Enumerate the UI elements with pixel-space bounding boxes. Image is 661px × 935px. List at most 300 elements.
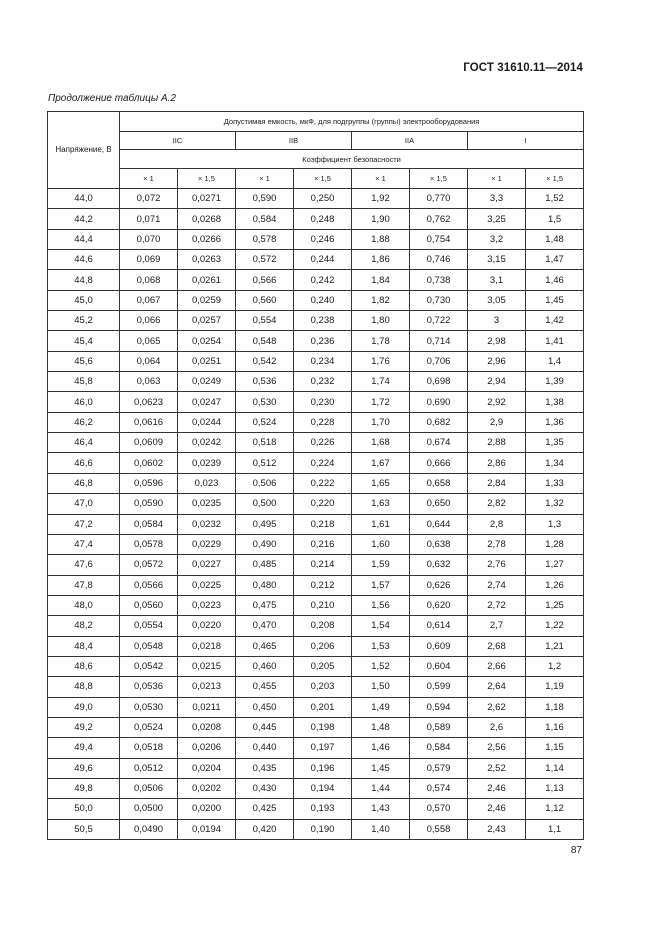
- group-header-iia: IIA: [352, 132, 468, 150]
- voltage-cell: 50,5: [48, 819, 120, 839]
- table-row: [48, 189, 584, 209]
- capacitance-cell: 1,82: [352, 290, 410, 310]
- capacitance-cell: 1,36: [526, 412, 584, 432]
- capacitance-cell: 0,0232: [178, 514, 236, 534]
- table-row: [48, 656, 584, 676]
- table-row: [48, 473, 584, 493]
- capacitance-cell: 0,0211: [178, 697, 236, 717]
- capacitance-cell: 0,0257: [178, 311, 236, 331]
- capacitance-cell: 0,206: [294, 636, 352, 656]
- voltage-cell: 48,0: [48, 595, 120, 615]
- voltage-column-header: Напряжение, В: [48, 112, 120, 189]
- capacitance-cell: 1,45: [526, 290, 584, 310]
- capacitance-cell: 0,604: [410, 656, 468, 676]
- table-row: [48, 290, 584, 310]
- capacitance-cell: 1,53: [352, 636, 410, 656]
- capacitance-cell: 0,0271: [178, 189, 236, 209]
- table-row: [48, 372, 584, 392]
- table-row: [48, 351, 584, 371]
- capacitance-cell: 0,0623: [120, 392, 178, 412]
- voltage-cell: 45,2: [48, 311, 120, 331]
- capacitance-cell: 0,0530: [120, 697, 178, 717]
- capacitance-cell: 0,0223: [178, 595, 236, 615]
- table-row: [48, 433, 584, 453]
- capacitance-cell: 1,68: [352, 433, 410, 453]
- multiplier-header: × 1: [236, 169, 294, 189]
- capacitance-cell: 0,485: [236, 555, 294, 575]
- capacitance-cell: 0,530: [236, 392, 294, 412]
- capacitance-cell: 1,47: [526, 250, 584, 270]
- table-row: [48, 270, 584, 290]
- voltage-cell: 44,4: [48, 229, 120, 249]
- capacitance-cell: 1,70: [352, 412, 410, 432]
- capacitance-cell: 0,620: [410, 595, 468, 615]
- capacitance-cell: 0,518: [236, 433, 294, 453]
- capacitance-cell: 0,208: [294, 616, 352, 636]
- capacitance-cell: 0,542: [236, 351, 294, 371]
- capacitance-cell: 0,201: [294, 697, 352, 717]
- capacitance-cell: 1,84: [352, 270, 410, 290]
- capacitance-cell: 1,54: [352, 616, 410, 636]
- capacitance-cell: 0,0259: [178, 290, 236, 310]
- multiplier-header: × 1,5: [410, 169, 468, 189]
- capacitance-cell: 0,0229: [178, 534, 236, 554]
- capacitance-cell: 1,35: [526, 433, 584, 453]
- capacitance-cell: 0,0490: [120, 819, 178, 839]
- capacitance-cell: 1,33: [526, 473, 584, 493]
- capacitance-cell: 0,0200: [178, 799, 236, 819]
- capacitance-cell: 0,0596: [120, 473, 178, 493]
- capacitance-cell: 0,548: [236, 331, 294, 351]
- capacitance-cell: 1,1: [526, 819, 584, 839]
- capacitance-cell: 0,0213: [178, 677, 236, 697]
- capacitance-cell: 1,42: [526, 311, 584, 331]
- table-row: [48, 494, 584, 514]
- voltage-cell: 47,6: [48, 555, 120, 575]
- capacitance-cell: 1,41: [526, 331, 584, 351]
- capacitance-cell: 1,67: [352, 453, 410, 473]
- capacitance-cell: 1,78: [352, 331, 410, 351]
- capacitance-cell: 3,05: [468, 290, 526, 310]
- capacitance-cell: 0,658: [410, 473, 468, 493]
- capacitance-cell: 0,0220: [178, 616, 236, 636]
- group-header-iic: IIC: [120, 132, 236, 150]
- capacitance-cell: 1,45: [352, 758, 410, 778]
- capacitance-cell: 0,067: [120, 290, 178, 310]
- capacitance-cell: 0,0202: [178, 778, 236, 798]
- capacitance-cell: 0,594: [410, 697, 468, 717]
- document-code: ГОСТ 31610.11—2014: [463, 62, 583, 74]
- capacitance-cell: 0,470: [236, 616, 294, 636]
- capacitance-cell: 0,536: [236, 372, 294, 392]
- capacitance-cell: 1,57: [352, 575, 410, 595]
- capacitance-cell: 2,6: [468, 717, 526, 737]
- capacitance-cell: 1,44: [352, 778, 410, 798]
- capacitance-cell: 1,40: [352, 819, 410, 839]
- capacitance-cell: 0,0251: [178, 351, 236, 371]
- table-row: [48, 636, 584, 656]
- capacitance-cell: 0,626: [410, 575, 468, 595]
- capacitance-cell: 0,0227: [178, 555, 236, 575]
- capacitance-cell: 1,28: [526, 534, 584, 554]
- capacitance-cell: 1,16: [526, 717, 584, 737]
- capacitance-cell: 0,214: [294, 555, 352, 575]
- capacitance-cell: 2,9: [468, 412, 526, 432]
- capacitance-cell: 0,216: [294, 534, 352, 554]
- capacitance-cell: 0,746: [410, 250, 468, 270]
- capacitance-cell: 0,480: [236, 575, 294, 595]
- capacitance-cell: 0,0584: [120, 514, 178, 534]
- capacitance-cell: 3: [468, 311, 526, 331]
- capacitance-table: [47, 111, 584, 840]
- capacitance-cell: 0,072: [120, 189, 178, 209]
- capacitance-cell: 1,50: [352, 677, 410, 697]
- voltage-cell: 49,6: [48, 758, 120, 778]
- capacitance-cell: 0,246: [294, 229, 352, 249]
- capacitance-cell: 0,0268: [178, 209, 236, 229]
- capacitance-cell: 1,15: [526, 738, 584, 758]
- capacitance-cell: 0,560: [236, 290, 294, 310]
- capacitance-cell: 1,80: [352, 311, 410, 331]
- capacitance-cell: 0,589: [410, 717, 468, 737]
- capacitance-cell: 0,650: [410, 494, 468, 514]
- table-row: [48, 738, 584, 758]
- capacitance-cell: 0,190: [294, 819, 352, 839]
- capacitance-cell: 0,445: [236, 717, 294, 737]
- capacitance-cell: 0,0512: [120, 758, 178, 778]
- capacitance-cell: 1,90: [352, 209, 410, 229]
- capacitance-cell: 0,690: [410, 392, 468, 412]
- table-row: [48, 799, 584, 819]
- capacitance-cell: 3,1: [468, 270, 526, 290]
- voltage-cell: 48,6: [48, 656, 120, 676]
- capacitance-cell: 1,56: [352, 595, 410, 615]
- capacitance-cell: 1,14: [526, 758, 584, 778]
- table-row: [48, 453, 584, 473]
- capacitance-cell: 0,0247: [178, 392, 236, 412]
- capacitance-cell: 0,232: [294, 372, 352, 392]
- capacitance-cell: 0,226: [294, 433, 352, 453]
- capacitance-cell: 0,609: [410, 636, 468, 656]
- capacitance-cell: 0,0204: [178, 758, 236, 778]
- capacitance-cell: 0,197: [294, 738, 352, 758]
- capacitance-cell: 0,0244: [178, 412, 236, 432]
- voltage-cell: 44,0: [48, 189, 120, 209]
- capacitance-cell: 1,26: [526, 575, 584, 595]
- capacitance-cell: 0,0249: [178, 372, 236, 392]
- table-row: [48, 392, 584, 412]
- capacitance-cell: 0,224: [294, 453, 352, 473]
- capacitance-cell: 1,74: [352, 372, 410, 392]
- capacitance-cell: 3,15: [468, 250, 526, 270]
- page-number: 87: [570, 845, 582, 856]
- capacitance-cell: 0,203: [294, 677, 352, 697]
- table-row: [48, 819, 584, 839]
- capacitance-cell: 0,0609: [120, 433, 178, 453]
- voltage-cell: 50,0: [48, 799, 120, 819]
- table-row: [48, 331, 584, 351]
- capacitance-cell: 0,0590: [120, 494, 178, 514]
- capacitance-cell: 0,440: [236, 738, 294, 758]
- capacitance-cell: 0,558: [410, 819, 468, 839]
- capacitance-cell: 2,92: [468, 392, 526, 412]
- capacitance-cell: 0,236: [294, 331, 352, 351]
- capacitance-cell: 1,19: [526, 677, 584, 697]
- capacitance-cell: 0,500: [236, 494, 294, 514]
- capacitance-cell: 0,248: [294, 209, 352, 229]
- capacitance-cell: 2,66: [468, 656, 526, 676]
- capacitance-cell: 0,205: [294, 656, 352, 676]
- voltage-cell: 44,2: [48, 209, 120, 229]
- capacitance-cell: 1,38: [526, 392, 584, 412]
- capacitance-cell: 1,39: [526, 372, 584, 392]
- capacitance-cell: 0,230: [294, 392, 352, 412]
- capacitance-cell: 0,722: [410, 311, 468, 331]
- capacitance-cell: 2,96: [468, 351, 526, 371]
- capacitance-cell: 0,435: [236, 758, 294, 778]
- capacitance-cell: 0,222: [294, 473, 352, 493]
- capacitance-cell: 0,614: [410, 616, 468, 636]
- capacitance-cell: 0,770: [410, 189, 468, 209]
- capacitance-cell: 0,0506: [120, 778, 178, 798]
- capacitance-cell: 0,212: [294, 575, 352, 595]
- capacitance-cell: 0,0566: [120, 575, 178, 595]
- safety-factor-header: Коэффициент безопасности: [120, 150, 584, 169]
- capacitance-cell: 0,228: [294, 412, 352, 432]
- capacitance-cell: 2,84: [468, 473, 526, 493]
- table-row: [48, 758, 584, 778]
- capacitance-cell: 1,52: [352, 656, 410, 676]
- capacitance-cell: 0,674: [410, 433, 468, 453]
- capacitance-cell: 0,762: [410, 209, 468, 229]
- table-row: [48, 555, 584, 575]
- capacitance-cell: 0,638: [410, 534, 468, 554]
- multiplier-header: × 1,5: [178, 169, 236, 189]
- capacitance-cell: 0,554: [236, 311, 294, 331]
- capacitance-cell: 1,48: [352, 717, 410, 737]
- capacitance-cell: 0,465: [236, 636, 294, 656]
- capacitance-cell: 1,59: [352, 555, 410, 575]
- table-row: [48, 311, 584, 331]
- capacitance-cell: 2,88: [468, 433, 526, 453]
- capacitance-cell: 1,2: [526, 656, 584, 676]
- voltage-cell: 44,6: [48, 250, 120, 270]
- table-caption: Продолжение таблицы А.2: [48, 93, 176, 104]
- capacitance-cell: 0,0242: [178, 433, 236, 453]
- group-header-i: I: [468, 132, 584, 150]
- capacity-header: Допустимая емкость, мкФ, для подгруппы (группы) электрооборудования: [120, 112, 584, 132]
- capacitance-cell: 0,238: [294, 311, 352, 331]
- table-row: [48, 778, 584, 798]
- capacitance-cell: 0,584: [236, 209, 294, 229]
- capacitance-cell: 0,0194: [178, 819, 236, 839]
- capacitance-cell: 2,56: [468, 738, 526, 758]
- voltage-cell: 47,2: [48, 514, 120, 534]
- capacitance-cell: 0,455: [236, 677, 294, 697]
- multiplier-header: × 1: [120, 169, 178, 189]
- capacitance-cell: 0,064: [120, 351, 178, 371]
- capacitance-cell: 0,0518: [120, 738, 178, 758]
- voltage-cell: 47,4: [48, 534, 120, 554]
- table-row: [48, 229, 584, 249]
- capacitance-cell: 0,194: [294, 778, 352, 798]
- capacitance-cell: 0,584: [410, 738, 468, 758]
- capacitance-cell: 0,475: [236, 595, 294, 615]
- voltage-cell: 49,4: [48, 738, 120, 758]
- capacitance-cell: 1,27: [526, 555, 584, 575]
- capacitance-cell: 0,682: [410, 412, 468, 432]
- capacitance-cell: 0,738: [410, 270, 468, 290]
- capacitance-cell: 0,242: [294, 270, 352, 290]
- capacitance-cell: 0,644: [410, 514, 468, 534]
- capacitance-cell: 0,0239: [178, 453, 236, 473]
- capacitance-cell: 0,490: [236, 534, 294, 554]
- capacitance-cell: 2,82: [468, 494, 526, 514]
- capacitance-cell: 0,714: [410, 331, 468, 351]
- capacitance-cell: 1,46: [352, 738, 410, 758]
- capacitance-cell: 2,46: [468, 799, 526, 819]
- capacitance-cell: 1,72: [352, 392, 410, 412]
- capacitance-cell: 0,566: [236, 270, 294, 290]
- multiplier-header: × 1,5: [526, 169, 584, 189]
- capacitance-cell: 1,49: [352, 697, 410, 717]
- capacitance-cell: 0,210: [294, 595, 352, 615]
- capacitance-cell: 0,0206: [178, 738, 236, 758]
- capacitance-cell: 0,730: [410, 290, 468, 310]
- voltage-cell: 49,0: [48, 697, 120, 717]
- capacitance-cell: 0,430: [236, 778, 294, 798]
- capacitance-cell: 0,420: [236, 819, 294, 839]
- capacitance-cell: 1,21: [526, 636, 584, 656]
- capacitance-cell: 0,070: [120, 229, 178, 249]
- capacitance-cell: 2,46: [468, 778, 526, 798]
- capacitance-cell: 0,193: [294, 799, 352, 819]
- table-row: [48, 412, 584, 432]
- capacitance-cell: 0,244: [294, 250, 352, 270]
- capacitance-cell: 2,78: [468, 534, 526, 554]
- capacitance-cell: 0,0500: [120, 799, 178, 819]
- capacitance-cell: 0,754: [410, 229, 468, 249]
- capacitance-cell: 0,599: [410, 677, 468, 697]
- capacitance-cell: 0,196: [294, 758, 352, 778]
- capacitance-cell: 1,34: [526, 453, 584, 473]
- voltage-cell: 46,0: [48, 392, 120, 412]
- capacitance-cell: 2,98: [468, 331, 526, 351]
- voltage-cell: 46,2: [48, 412, 120, 432]
- capacitance-cell: 0,066: [120, 311, 178, 331]
- capacitance-cell: 3,3: [468, 189, 526, 209]
- capacitance-cell: 0,0225: [178, 575, 236, 595]
- voltage-cell: 49,2: [48, 717, 120, 737]
- table-row: [48, 250, 584, 270]
- voltage-cell: 45,8: [48, 372, 120, 392]
- table-row: [48, 677, 584, 697]
- capacitance-cell: 0,065: [120, 331, 178, 351]
- capacitance-cell: 2,52: [468, 758, 526, 778]
- capacitance-cell: 0,524: [236, 412, 294, 432]
- capacitance-cell: 0,425: [236, 799, 294, 819]
- capacitance-cell: 0,0254: [178, 331, 236, 351]
- capacitance-cell: 0,068: [120, 270, 178, 290]
- capacitance-cell: 1,5: [526, 209, 584, 229]
- capacitance-cell: 0,0536: [120, 677, 178, 697]
- capacitance-cell: 0,063: [120, 372, 178, 392]
- multiplier-header: × 1: [352, 169, 410, 189]
- table-row: [48, 209, 584, 229]
- capacitance-cell: 0,198: [294, 717, 352, 737]
- voltage-cell: 47,8: [48, 575, 120, 595]
- capacitance-cell: 0,0266: [178, 229, 236, 249]
- voltage-cell: 48,4: [48, 636, 120, 656]
- voltage-cell: 47,0: [48, 494, 120, 514]
- capacitance-cell: 0,578: [236, 229, 294, 249]
- capacitance-cell: 0,460: [236, 656, 294, 676]
- capacitance-cell: 0,0578: [120, 534, 178, 554]
- capacitance-cell: 2,86: [468, 453, 526, 473]
- capacitance-cell: 0,512: [236, 453, 294, 473]
- capacitance-cell: 0,0554: [120, 616, 178, 636]
- capacitance-cell: 2,74: [468, 575, 526, 595]
- voltage-cell: 49,8: [48, 778, 120, 798]
- table-body: [48, 189, 584, 840]
- capacitance-cell: 0,220: [294, 494, 352, 514]
- voltage-cell: 46,4: [48, 433, 120, 453]
- capacitance-cell: 0,666: [410, 453, 468, 473]
- capacitance-cell: 2,8: [468, 514, 526, 534]
- multiplier-header: × 1: [468, 169, 526, 189]
- capacitance-cell: 1,18: [526, 697, 584, 717]
- capacitance-cell: 2,64: [468, 677, 526, 697]
- capacitance-cell: 1,43: [352, 799, 410, 819]
- voltage-cell: 45,4: [48, 331, 120, 351]
- capacitance-cell: 1,13: [526, 778, 584, 798]
- voltage-cell: 45,0: [48, 290, 120, 310]
- voltage-cell: 45,6: [48, 351, 120, 371]
- capacitance-cell: 0,0208: [178, 717, 236, 737]
- table-row: [48, 717, 584, 737]
- capacitance-cell: 0,579: [410, 758, 468, 778]
- capacitance-cell: 0,240: [294, 290, 352, 310]
- capacitance-cell: 0,071: [120, 209, 178, 229]
- table-row: [48, 595, 584, 615]
- capacitance-cell: 1,92: [352, 189, 410, 209]
- capacitance-cell: 0,0560: [120, 595, 178, 615]
- capacitance-cell: 0,698: [410, 372, 468, 392]
- capacitance-cell: 2,43: [468, 819, 526, 839]
- capacitance-cell: 1,61: [352, 514, 410, 534]
- capacitance-cell: 0,218: [294, 514, 352, 534]
- capacitance-cell: 0,0616: [120, 412, 178, 432]
- table-row: [48, 616, 584, 636]
- capacitance-cell: 1,46: [526, 270, 584, 290]
- capacitance-cell: 1,88: [352, 229, 410, 249]
- capacitance-cell: 1,25: [526, 595, 584, 615]
- capacitance-cell: 1,3: [526, 514, 584, 534]
- capacitance-cell: 0,574: [410, 778, 468, 798]
- capacitance-cell: 0,570: [410, 799, 468, 819]
- voltage-cell: 48,8: [48, 677, 120, 697]
- capacitance-cell: 1,4: [526, 351, 584, 371]
- capacitance-cell: 1,86: [352, 250, 410, 270]
- capacitance-cell: 1,65: [352, 473, 410, 493]
- capacitance-cell: 0,0218: [178, 636, 236, 656]
- capacitance-cell: 2,76: [468, 555, 526, 575]
- capacitance-cell: 1,60: [352, 534, 410, 554]
- capacitance-cell: 0,0548: [120, 636, 178, 656]
- capacitance-cell: 0,250: [294, 189, 352, 209]
- capacitance-cell: 1,52: [526, 189, 584, 209]
- group-header-iib: IIB: [236, 132, 352, 150]
